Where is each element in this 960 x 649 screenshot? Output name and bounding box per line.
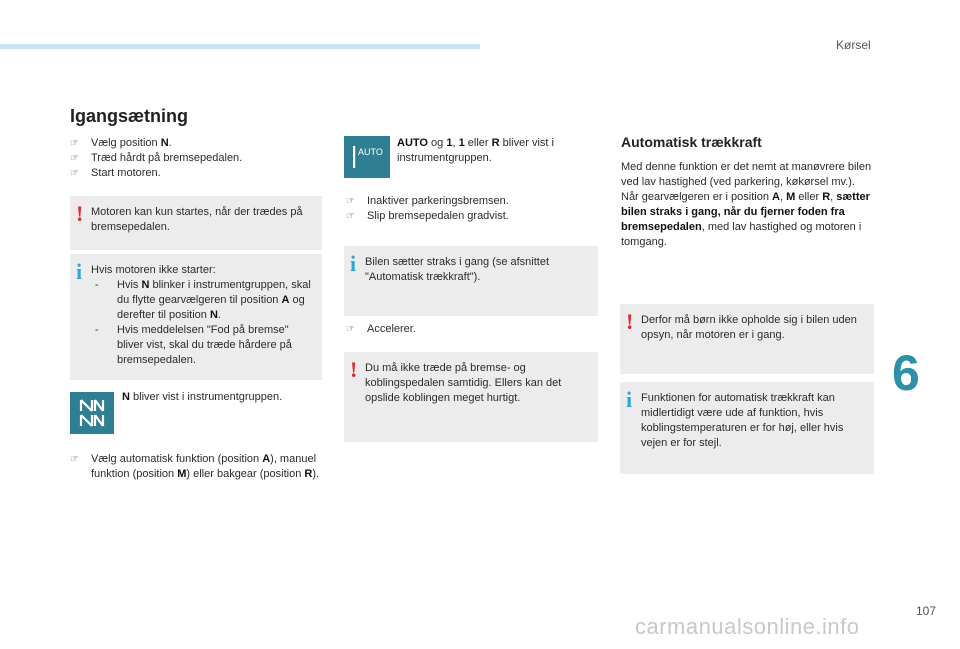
warning-icon: !: [626, 309, 634, 334]
warning-icon: !: [76, 201, 84, 226]
page-number: 107: [916, 604, 937, 618]
list-item: - Hvis N blinker i instrumentgruppen, skal du flytte gearvælgeren til position A og derefter til position N.: [95, 279, 311, 321]
list-item: - Hvis meddelelsen "Fod på bremse" bliver vist, skal du træde hårdere på bremsepedalen.: [95, 324, 292, 366]
info-box: i Funktionen for automatisk trækkraft kan midlertidigt være ude af funktion, hvis koblingstemperaturen er for høj, eller hvis vejen er for stejl.: [620, 382, 874, 474]
info-icon: i: [626, 387, 633, 412]
bullet-icon: ☞: [70, 168, 79, 179]
chapter-name: Kørsel: [836, 38, 871, 52]
list-item: ☞ Træd hårdt på bremsepedalen.: [70, 152, 243, 164]
section-title-automatisk-traekkraft: Automatisk trækkraft: [621, 134, 762, 150]
auto-mode-icon-svg: [344, 136, 390, 178]
traction-description: Med denne funktion er det nemt at manøvrere bilen ved lav hastighed (ved parkering, køkørsel mv.). Når gearvælgeren er i position A, M eller R, sætter bilen straks i gang, når du fjerner foden fra bremsepedalen, med lav hastighed og motoren i tomgang.: [621, 161, 872, 248]
auto-display-text: AUTO og 1, 1 eller R bliver vist i instrumentgruppen.: [397, 137, 554, 164]
list-item: ☞ Inaktiver parkeringsbremsen.: [346, 195, 509, 207]
release-steps: [346, 194, 596, 224]
bullet-icon: ☞: [70, 454, 79, 465]
section-title-igangsaetning: Igangsætning: [70, 106, 188, 126]
accelerate-step: [346, 322, 596, 337]
warning-box: ! Derfor må børn ikke opholde sig i bilen uden opsyn, når motoren er i gang.: [620, 304, 874, 374]
header-bar: [0, 44, 480, 49]
list-item: ☞ Accelerer.: [346, 323, 416, 335]
bullet-icon: ☞: [70, 138, 79, 149]
bullet-icon: ☞: [346, 196, 355, 207]
warning-box: ! Du må ikke træde på bremse- og koblingspedalen samtidig. Ellers kan det opslide koblingen meget hurtigt.: [344, 352, 598, 442]
list-item: ☞ Vælg automatisk funktion (position A), manuel funktion (position M) eller bakgear (position R).: [70, 453, 320, 480]
warning-icon: !: [350, 357, 358, 382]
info-box: i Hvis motoren ikke starter: - Hvis N blinker i instrumentgruppen, skal du flytte gearvælgeren til position A og derefter til position N. - Hvis meddelelsen "Fod på bremse" bliver vist, skal du træde hårdere på bremsepedalen.: [70, 254, 322, 380]
auto-mode-icon: [344, 136, 390, 178]
info-icon: i: [350, 251, 357, 276]
bullet-icon: ☞: [346, 211, 355, 222]
select-mode-step: [70, 452, 322, 482]
bullet-icon: ☞: [346, 324, 355, 335]
list-item: ☞ Vælg position N.: [70, 137, 172, 149]
info-box: i Bilen sætter straks i gang (se afsnittet "Automatisk trækkraft").: [344, 246, 598, 316]
warning-box: ! Motoren kan kun startes, når der trædes på bremsepedalen.: [70, 196, 322, 250]
auto-icon-label: AUTO: [358, 147, 383, 157]
bullet-icon: ☞: [70, 153, 79, 164]
list-item: ☞ Start motoren.: [70, 167, 161, 179]
n-display-text: N bliver vist i instrumentgruppen.: [122, 391, 283, 403]
watermark: carmanualsonline.info: [635, 614, 860, 639]
info-icon: i: [76, 259, 83, 284]
start-steps: [70, 136, 320, 181]
chapter-number: 6: [892, 345, 920, 401]
list-item: ☞ Slip bremsepedalen gradvist.: [346, 210, 509, 222]
n-gear-icon: [70, 392, 114, 434]
n-gear-icon-svg: [70, 392, 114, 434]
